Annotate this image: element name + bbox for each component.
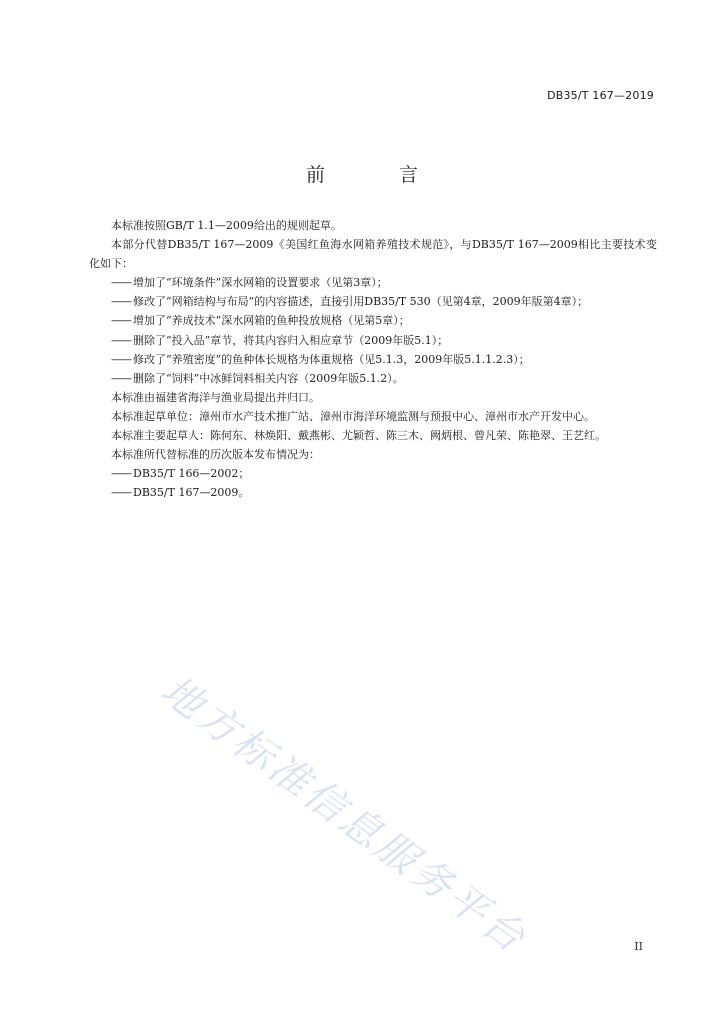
paragraph-proposer: 本标准由福建省海洋与渔业局提出并归口。 [111, 390, 320, 404]
change-item-text: 修改了“网箱结构与布局”的内容描述，直接引用DB35/T 530（见第4章，2009年版第4章）； [133, 295, 589, 309]
dash-mark: —— [111, 333, 131, 347]
change-item [89, 292, 657, 311]
dash-mark: —— [111, 276, 131, 290]
change-item-text: 增加了“养成技术”深水网箱的鱼种投放规格（见第5章）； [133, 314, 410, 328]
history-item-text: DB35/T 167—2009。 [133, 486, 250, 500]
dash-mark: —— [111, 467, 131, 481]
paragraph-drafters: 本标准主要起草人：陈何东、林焕阳、戴燕彬、尤颖哲、陈三木、阙炳根、曾凡荣、陈艳翠、王艺红。 [111, 429, 606, 443]
foreword-body [89, 216, 657, 502]
paragraph-history-intro: 本标准所代替标准的历次版本发布情况为： [111, 448, 320, 462]
paragraph-drafting-units: 本标准起草单位：漳州市水产技术推广站、漳州市海洋环境监测与预报中心、漳州市水产开发中心。 [111, 409, 595, 423]
change-item-text: 修改了“养殖密度”的鱼种体长规格为体重规格（见5.1.3，2009年版5.1.1.2.3）； [133, 352, 530, 366]
dash-mark: —— [111, 314, 131, 328]
change-item [89, 311, 657, 330]
watermark: 地方标准信息服务平台 [152, 667, 536, 964]
paragraph-replacement: 本部分代替DB35/T 167—2009《美国红鱼海水网箱养殖技术规范》，与DB35/T 167—2009相比主要技术变化如下： [89, 238, 657, 271]
history-item-text: DB35/T 166—2002； [133, 467, 250, 481]
change-item [89, 331, 657, 350]
document-code: DB35/T 167—2019 [547, 89, 654, 102]
dash-mark: —— [111, 371, 131, 385]
dash-mark: —— [111, 295, 131, 309]
change-item [89, 350, 657, 369]
change-item-text: 增加了“环境条件”深水网箱的设置要求（见第3章）； [133, 276, 388, 290]
change-item-text: 删除了“投入品”章节，将其内容归入相应章节（2009年版5.1）； [133, 333, 449, 347]
dash-mark: —— [111, 486, 131, 500]
page-number: II [634, 940, 643, 953]
history-item [89, 483, 657, 502]
change-item-text: 删除了“饲料”中冰鲜饲料相关内容（2009年版5.1.2）。 [133, 371, 404, 385]
change-item [89, 369, 657, 388]
history-item [89, 464, 657, 483]
change-item [89, 273, 657, 292]
paragraph-drafting-rule: 本标准按照GB/T 1.1—2009给出的规则起草。 [111, 219, 342, 232]
page-title: 前 言 [305, 164, 453, 186]
dash-mark: —— [111, 352, 131, 366]
